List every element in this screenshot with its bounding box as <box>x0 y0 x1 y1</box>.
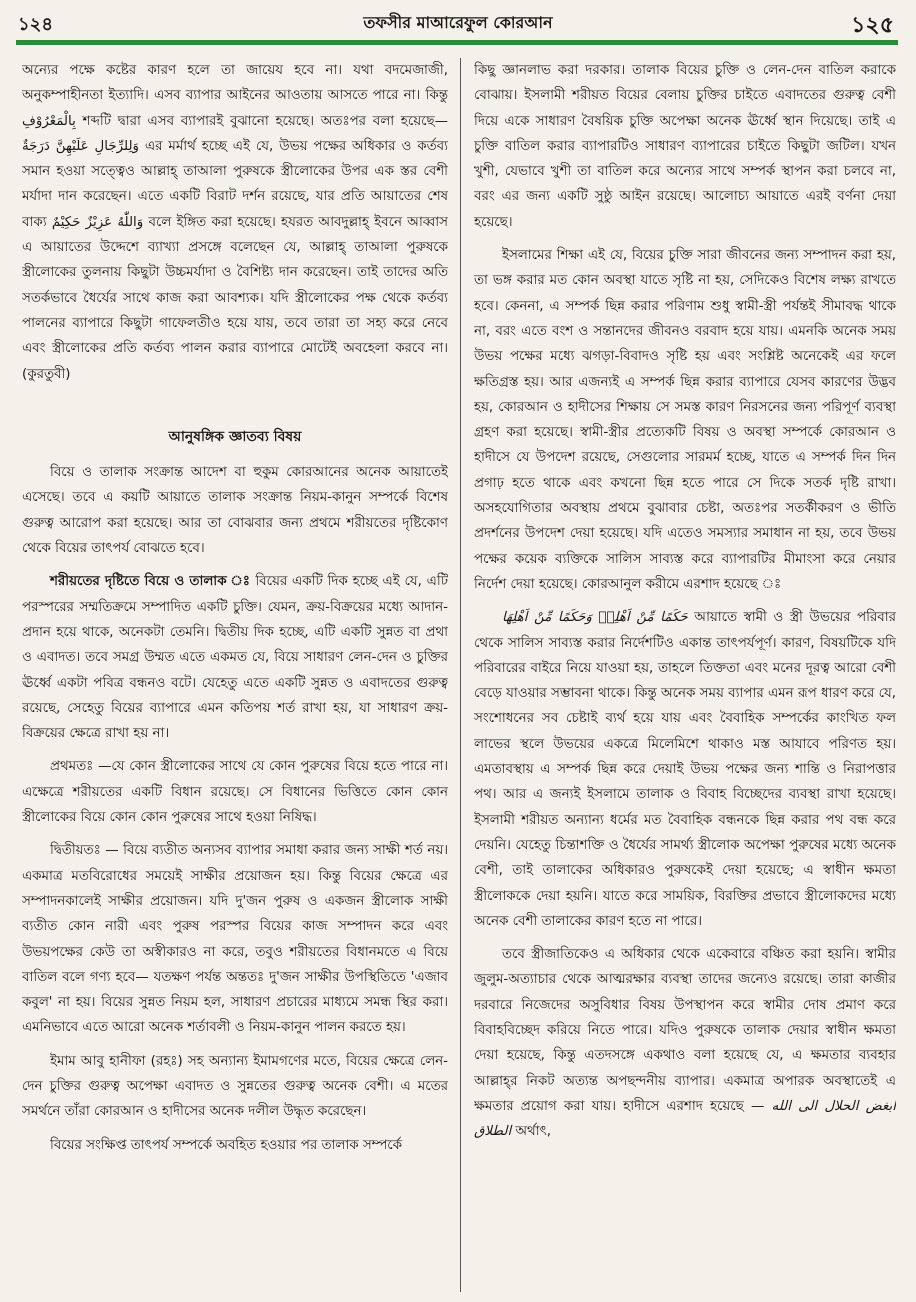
page-number-left: ১২৪ <box>18 14 54 35</box>
left-paragraph-6: ইমাম আবু হানীফা (রহঃ) সহ অন্যান্য ইমামগণের মতে, বিয়ের ক্ষেত্রে লেন-দেন চুক্তির গুরুত্ব অপেক্ষা এবাদত ও সুন্নতের গুরুত্ব অনেক বেশী। এ মতের সমর্থনে তাঁরা কোরআন ও হাদীসের অনেক দলীল উদ্ধৃত করেছেন। <box>22 1053 448 1120</box>
left-paragraph-3 <box>22 569 448 746</box>
page-number-right: ১২৫ <box>851 13 894 38</box>
header-rule <box>16 40 898 45</box>
left-paragraph-2: বিয়ে ও তালাক সংক্রান্ত আদেশ বা হুকুম কোরআনের অনেক আয়াতেই এসেছে। তবে এ কয়টি আয়াতে তালাক সংক্রান্ত নিয়ম-কানুন সম্পর্কে বিশেষ গুরুত্ব আরোপ করা হয়েছে। আর তা বোঝবার জন্য প্রথমে শরীয়তের দৃষ্টিকোণ থেকে বিয়ের তাৎপর্য বোঝতে হবে। <box>22 465 448 557</box>
left-paragraph-4: প্রথমতঃ —যে কোন স্ত্রীলোকের সাথে যে কোন পুরুষের বিয়ে হতে পারে না। এক্ষেত্রে শরীয়তের একটি বিধান রয়েছে। সে বিধানের ভিত্তিতে কোন কোন স্ত্রীলোকের বিয়ে কোন কোন পুরুষের সাথে হওয়া নিষিদ্ধ। <box>22 759 448 826</box>
column-divider <box>460 58 461 1292</box>
paragraph-end: অর্থাৎ, <box>511 1124 551 1140</box>
right-paragraph-4 <box>474 942 896 1144</box>
left-paragraph-5: দ্বিতীয়তঃ — বিয়ে ব্যতীত অন্যসব ব্যাপার সমাধা করার জন্য সাক্ষী শর্ত নয়। একমাত্র মতবিরোধের সময়েই সাক্ষীর প্রয়োজন হয়। কিন্তু বিয়ের ক্ষেত্রে এর সম্পাদনকালেই সাক্ষীর প্রয়োজন। যদি দু'জন পুরুষ ও একজন স্ত্রীলোক সাক্ষী ব্যতীত কোন নারী এবং পুরুষ পরস্পর বিয়ের কাজ সম্পাদন করে এবং উভয়পক্ষের কেউ তা অস্বীকারও না করে, তবুও শরীয়তের বিধানমতে এ বিয়ে বাতিল বলে গণ্য হবে— যতক্ষণ পর্যন্ত অন্ততঃ দু'জন সাক্ষীর উপস্থিতিতে 'এজাব কবুল' না হয়। বিয়ের সুন্নত নিয়ম হল, সাধারণ প্রচারের মাধ্যমে সমন্ধ স্থির করা। এমনিভাবে এতে আরো অনেক শর্তাবলী ও নিয়ম-কানুন পালন করতে হয়। <box>22 843 448 1036</box>
left-paragraph-1: অন্যের পক্ষে কষ্টের কারণ হলে তা জায়েয হবে না। যথা বদমেজাজী, অনুকম্পাহীনতা ইত্যাদি। এসব ব্যাপার আইনের আওতায় আসতে পারে না। কিন্তু بِالْمَعْرُوْفِ শব্দটি দ্বারা এসব ব্যাপারই বুঝানো হয়েছে। অতঃপর বলা হয়েছে— وَلِلرِّجَالِ عَلَيْهِنَّ دَرَجَةٌ এর মর্মার্থ হচ্ছে এই যে, উভয় পক্ষের অধিকার ও কর্তব্য সমান হওয়া সত্ত্বেও আল্লাহ্ তাআলা পুরুষকে স্ত্রীলোকের উপর এক স্তর বেশী মর্যাদা দান করেছেন। এতে একটি বিরাট দর্শন রয়েছে, যার প্রতি আয়াতের শেষ বাক্য وَاللّٰهُ عَزِيْزٌ حَكِيْمٌ বলে ইঙ্গিত করা হয়েছে। হযরত আবদুল্লাহ্ ইবনে আব্বাস এ আয়াতের উদ্দেশে ব্যাখ্যা প্রসঙ্গে বলেছেন যে, আল্লাহ্ তাআলা পুরুষকে স্ত্রীলোকের তুলনায় কিছুটা উচ্চমর্যাদা ও বৈশিষ্ট্য দান করেছেন। তাই তাদের অতি সতর্কভাবে ধৈর্যের সাথে কাজ করা আবশ্যক। যদি স্ত্রীলোকের পক্ষ থেকে কর্তব্য পালনের ব্যাপারে কিছুটা গাফেলতীও হয়ে যায়, তবে তারা তা সহ্য করে নেবে এবং স্ত্রীলোকের প্রতি কর্তব্য পালন করার ব্যাপারে মোটেই অবহেলা করবে না। (কুরতুবী) <box>22 63 448 382</box>
left-column <box>22 58 448 1294</box>
right-column <box>474 58 896 1294</box>
paragraph-body: আয়াতে স্বামী ও স্ত্রী উভয়ের পরিবার থেকে সালিস সাব্যস্ত করার নির্দেশটিও একান্ত তাৎপর্যপূর্ণ। কারণ, বিষয়টিকে যদি পরিবারের বাইরে নিয়ে যাওয়া হয়, তাহলে তিক্ততা এবং মনের দূরত্ব আরো বেশী বেড়ে যাওয়ার সম্ভাবনা থাকে। কিন্তু অনেক সময় ব্যাপার এমন রূপ ধারণ করে যে, সংশোধনের সব চেষ্টাই ব্যর্থ হয়ে যায় এবং বৈবাহিক সম্পর্কের কাংখিত ফল লাভের স্থলে উভয়ের একত্রে মিলেমিশে থাকাও মস্ত আযাবে পরিণত হয়। এমতাবস্থায় এ সম্পর্ক ছিন্ন করে দেয়াই উভয় পক্ষের জন্য শান্তি ও নিরাপত্তার পথ। আর এ জন্যই ইসলামে তালাক ও বিবাহ বিচ্ছেদের ব্যবস্থা রাখা হয়েছে। ইসলামী শরীয়ত অন্যান্য ধর্মের মত বৈবাহিক বন্ধনকে ছিন্ন করার পথ বন্ধ করে দেয়নি। যেহেতু চিন্তাশক্তি ও ধৈর্যের সামর্থ্য স্ত্রীলোক অপেক্ষা পুরুষের মধ্যে অনেক বেশী, তাই তালাকের অধিকারও পুরুষকেই দেয়া হয়েছে; এ স্বাধীন ক্ষমতা স্ত্রীলোককে দেয়া হয়নি। যাতে করে সাময়িক, বিরক্তির প্রভাবে স্ত্রীলোকদের মধ্যে অনেক বেশী তালাকের কারণ হতে না পারে। <box>474 610 896 929</box>
arabic-verse: حَكَمًا مِّنْ اَهْلِهٖ وَحَكَمًا مِّنْ اَهْلِهَا <box>502 610 688 626</box>
section-heading: আনুষঙ্গিক জ্ঞাতব্য বিষয় <box>168 428 302 445</box>
running-title: তফসীর মাআরেফুল কোরআন <box>363 13 553 32</box>
paragraph-lead: শরীয়তের দৃষ্টিতে বিয়ে ও তালাক ঃ <box>50 574 251 590</box>
right-paragraph-3 <box>474 605 896 934</box>
paragraph-body: তবে স্ত্রীজাতিকেও এ অধিকার থেকে একেবারে বঞ্চিত করা হয়নি। স্বামীর জুলুম-অত্যাচার থেকে আত্মরক্ষার ব্যবস্থা তাদের জন্যেও রয়েছে। তারা কাজীর দরবারে নিজেদের অসুবিধার বিষয় উপস্থাপন করে স্বামীর দোষ প্রমাণ করে বিবাহবিচ্ছেদ করিয়ে নিতে পারে। যদিও পুরুষকে তালাক দেয়ার স্বাধীন ক্ষমতা দেয়া হয়েছে, কিন্তু এতদসঙ্গে একথাও বলা হয়েছে যে, এ ক্ষমতার ব্যবহার আল্লাহ্‌র নিকট অত্যন্ত অপছন্দনীয় ব্যাপার। একমাত্র অপারক অবস্থাতেই এ ক্ষমতার প্রয়োগ করা যায়। হাদীসে এরশাদ হয়েছে — <box>474 947 896 1114</box>
paragraph-body: বিয়ের একটি দিক হচ্ছে এই যে, এটি পরস্পরের সম্মতিক্রমে সম্পাদিত একটি চুক্তি। যেমন, ক্রয়-বিক্রয়ের মধ্যে আদান-প্রদান হয়ে থাকে, অনেকটা তেমনি। দ্বিতীয় দিক হচ্ছে, এটি একটি সুন্নত বা প্রথা ও এবাদত। তবে সমগ্র উম্মত এতে একমত যে, বিয়ে সাধারণ লেন-দেন ও চুক্তির ঊর্ধ্বে একটা পবিত্র বন্ধনও বটে। যেহেতু এতে একটি সুন্নত ও এবাদতের গুরুত্ব রয়েছে, সেহেতু বিয়ের ব্যাপারে এমন কতিপয় শর্ত রাখা হয়, যা সাধারণ ক্রয়-বিক্রয়ের ক্ষেত্রে রাখা হয় না। <box>22 574 448 742</box>
right-paragraph-1: কিছু জ্ঞানলাভ করা দরকার। তালাক বিয়ের চুক্তি ও লেন-দেন বাতিল করাকে বোঝায়। ইসলামী শরীয়ত বিয়ের বেলায় চুক্তির চাইতে এবাদতের গুরুত্ব বেশী দিয়ে একে সাধারণ বৈষয়িক চুক্তি অপেক্ষা অনেক ঊর্ধ্বে স্থান দিয়েছে। তাই এ চুক্তি বাতিল করার ব্যাপারটিও সাধারণ ব্যাপারের চাইতে কিছুটা জটিল। যখন খুশী, যেভাবে খুশী তা বাতিল করে অন্যের সাথে সম্পর্ক স্থাপন করা চলবে না, বরং এর জন্য একটি সুষ্ঠু আইন রয়েছে। আলোচ্য আয়াতে এরই বর্ণনা দেয়া হয়েছে। <box>474 63 896 230</box>
left-paragraph-7: বিয়ের সংক্ষিপ্ত তাৎপর্য সম্পর্কে অবহিত হওয়ার পর তালাক সম্পর্কে <box>50 1137 402 1153</box>
page-header <box>0 0 916 38</box>
hadith-arabic: ابغض الحلال الى الله الطلاق <box>474 1098 896 1140</box>
right-paragraph-2: ইসলামের শিক্ষা এই যে, বিয়ের চুক্তি সারা জীবনের জন্য সম্পাদন করা হয়, তা ভঙ্গ করার মত কোন অবস্থা যাতে সৃষ্টি না হয়, সেদিকেও বিশেষ লক্ষ্য রাখতে হবে। কেননা, এ সম্পর্ক ছিন্ন করার পরিণাম শুধু স্বামী-স্ত্রী পর্যন্তই সীমাবদ্ধ থাকে না, বরং এতে বংশ ও সন্তানদের জীবনও বরবাদ হয়ে যায়। এমনকি অনেক সময় উভয় পক্ষের মধ্যে ঝগড়া-বিবাদও সৃষ্টি হয় এবং সংশ্লিষ্ট অনেকেই এর ফলে ক্ষতিগ্রস্ত হয়। আর এজন্যই এ সম্পর্ক ছিন্ন করার ব্যাপারে যেসব কারণের উদ্ভব হয়, কোরআন ও হাদীসের শিক্ষায় সে সমস্ত কারণ নিরসনের জন্য পরিপূর্ণ ব্যবস্থা গ্রহণ করা হয়েছে। স্বামী-স্ত্রীর প্রত্যেকটি বিষয় ও অবস্থা সম্পর্কে কোরআন ও হাদীসে যে উপদেশ রয়েছে, সেগুলোর সারমর্ম হচ্ছে, যাতে এ সম্পর্ক দিন দিন প্রগাঢ় হতে থাকে এবং কখনো ছিন্ন হতে পারে সে দিকে সতর্ক দৃষ্টি রাখা। অসহযোগিতার অবস্থায় প্রথমে বুঝাবার চেষ্টা, অতঃপর সতর্কীকরণ ও ভীতি প্রদর্শনের উপদেশ দেয়া হয়েছে। যদি এতেও সমস্যার সমাধান না হয়, তবে উভয় পক্ষের কয়েক ব্যক্তিকে সালিস সাব্যস্ত করে ব্যাপারটির মীমাংসা করে নেয়ার নির্দেশ দেয়া হয়েছে। কোরআনুল করীমে এরশাদ হয়েছে ঃ <box>474 248 896 592</box>
